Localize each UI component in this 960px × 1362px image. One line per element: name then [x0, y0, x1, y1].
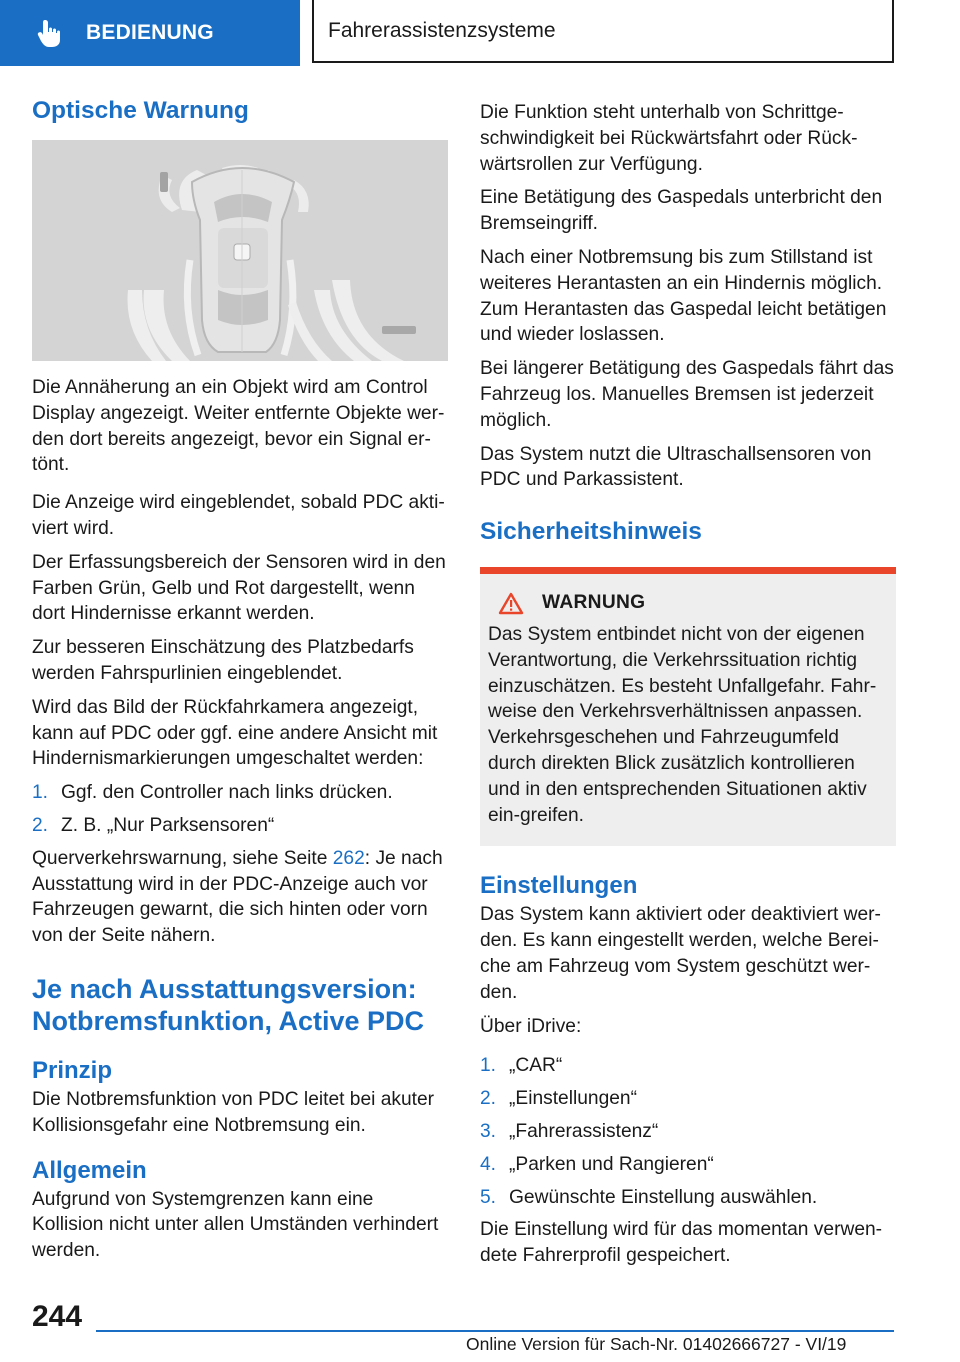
paragraph: Über iDrive:	[480, 1015, 582, 1037]
step-number: 2.	[480, 1088, 497, 1110]
step-text: Ggf. den Controller nach links drücken.	[61, 782, 393, 804]
step-number: 1.	[480, 1055, 497, 1077]
text-before-link: Querverkehrswarnung, siehe Seite	[32, 847, 333, 869]
step-number: 4.	[480, 1153, 497, 1175]
paragraph: Die Notbremsfunktion von PDC leitet bei akuter Kollisionsgefahr eine Notbremsung ein.	[32, 1088, 435, 1136]
paragraph: Die Annäherung an ein Objekt wird am Control Display angezeigt. Weiter entfernte Objekte wer‐den dort bereits angezeigt, bevor ein Signal er‐tönt.	[32, 377, 445, 476]
step-text: „Fahrerassistenz“	[509, 1120, 659, 1142]
step-text: „Einstellungen“	[509, 1088, 637, 1110]
heading-emergency-brake: Je nach Ausstattungsversion: Notbremsfunktion, Active PDC	[32, 973, 425, 1036]
section-tab[interactable]	[0, 0, 300, 66]
paragraph-cross-traffic	[32, 846, 448, 949]
step-text: „Parken und Rangieren“	[509, 1153, 714, 1175]
paragraph: Aufgrund von Systemgrenzen kann eine Kollision nicht unter allen Umständen verhindert werden.	[32, 1188, 439, 1262]
list-item	[480, 1152, 896, 1178]
footer-divider	[96, 1330, 894, 1332]
text-after-link: : Je nach Ausstattung wird in der PDC-Anzeige auch vor Fahrzeugen gewarnt, die sich hinten oder vorn von der Seite nähern.	[32, 847, 443, 947]
list-item	[480, 1185, 896, 1211]
step-number: 5.	[480, 1186, 497, 1208]
paragraph: Eine Betätigung des Gaspedals unterbricht den Bremseingriff.	[480, 187, 883, 235]
paragraph: Die Einstellung wird für das momentan verwen‐dete Fahrerprofil gespeichert.	[480, 1219, 883, 1267]
list-item	[480, 1119, 896, 1145]
paragraph: Das System nutzt die Ultraschallsensoren von PDC und Parkassistent.	[480, 443, 872, 491]
page-number: 244	[32, 1300, 83, 1333]
list-item	[32, 780, 448, 806]
paragraph: Wird das Bild der Rückfahrkamera angezeigt, kann auf PDC oder ggf. eine andere Ansicht mit Hindernismarkierungen umgeschaltet werden:	[32, 696, 438, 770]
step-text: Gewünschte Einstellung auswählen.	[509, 1186, 818, 1208]
right-column	[480, 100, 896, 1277]
left-column	[32, 96, 448, 1272]
pdc-illustration	[32, 140, 448, 361]
step-number: 1.	[32, 782, 49, 804]
paragraph: Das System kann aktiviert oder deaktiviert wer‐den. Es kann eingestellt werden, welche Berei‐che am Fahrzeug vom System geschützt wer‐den.	[480, 904, 881, 1003]
paragraph: Zur besseren Einschätzung des Platzbedarfs werden Fahrspurlinien eingeblendet.	[32, 637, 414, 684]
step-text: „CAR“	[509, 1055, 563, 1077]
paragraph: Die Anzeige wird eingeblendet, sobald PDC akti‐viert wird.	[32, 492, 445, 539]
paragraph: Der Erfassungsbereich der Sensoren wird in den Farben Grün, Gelb und Rot dargestellt, wenn dort Hindernisse erkannt werden.	[32, 551, 446, 625]
heading-allgemein: Allgemein	[32, 1156, 147, 1184]
paragraph: Nach einer Notbremsung bis zum Stillstand ist weiteres Herantasten an ein Hindernis möglich. Zum Herantasten das Gaspedal leicht betätigen und wieder loslassen.	[480, 246, 887, 346]
section-label: BEDIENUNG	[86, 21, 214, 44]
warning-title: WARNUNG	[542, 592, 646, 614]
list-item	[480, 1053, 896, 1079]
list-item	[480, 1086, 896, 1112]
chapter-tab[interactable]	[312, 0, 894, 63]
warning-text: Das System entbindet nicht von der eigenen Verantwortung, die Verkehrssituation richtig einzuschätzen. Es besteht Unfallgefahr. Fahr‐weise den Verkehrsverhältnissen anpassen. Verkehrsgeschehen und Fahrzeugumfeld durch direkten Blick zusätzlich kontrollieren und in den entsprechenden Situationen aktiv ein‐greifen.	[488, 623, 877, 826]
heading-safety: Sicherheitshinweis	[480, 518, 702, 546]
footer-online-version: Online Version für Sach-Nr. 01402666727 - VI/19	[466, 1334, 847, 1354]
step-text: Z. B. „Nur Parksensoren“	[61, 814, 275, 836]
chapter-title: Fahrerassistenzsysteme	[328, 18, 556, 42]
steps-list	[32, 780, 448, 839]
heading-optical-warning: Optische Warnung	[32, 97, 249, 124]
hand-pointer-icon	[34, 16, 68, 50]
page-header	[0, 0, 960, 68]
warning-triangle-icon	[498, 592, 524, 615]
warning-box	[480, 567, 896, 846]
heading-settings: Einstellungen	[480, 872, 638, 900]
warning-header	[488, 590, 888, 616]
list-item	[32, 813, 448, 839]
settings-steps-list	[480, 1053, 896, 1210]
step-number: 3.	[480, 1120, 497, 1142]
step-number: 2.	[32, 814, 49, 836]
heading-prinzip: Prinzip	[32, 1056, 113, 1084]
page-link[interactable]: 262	[332, 847, 365, 869]
paragraph: Bei längerer Betätigung des Gaspedals fährt das Fahrzeug los. Manuelles Bremsen ist jederzeit möglich.	[480, 358, 894, 431]
paragraph: Die Funktion steht unterhalb von Schrittge‐schwindigkeit bei Rückwärtsfahrt oder Rück‐wärtsrollen zur Verfügung.	[480, 102, 858, 175]
